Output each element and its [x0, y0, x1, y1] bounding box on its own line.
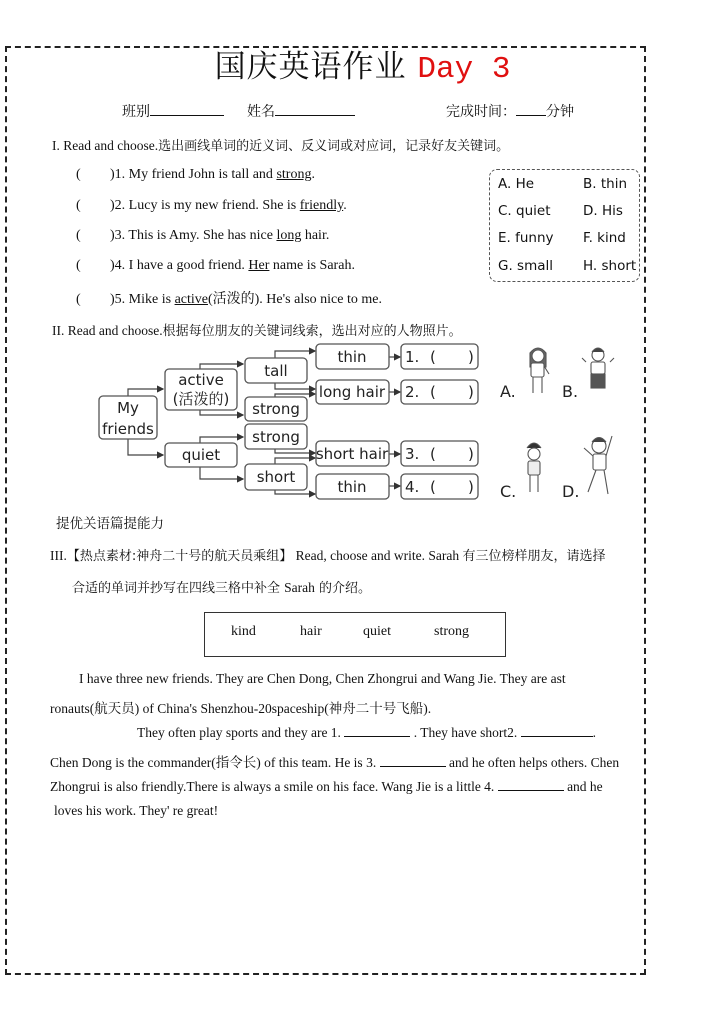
- picture-label-c: C.: [500, 482, 517, 501]
- section2-heading-en: II. Read and choose.: [52, 323, 163, 338]
- title-day: Day 3: [417, 52, 511, 87]
- passage-text: . They have short2.: [410, 725, 521, 740]
- question-number: )3.: [110, 228, 129, 243]
- node-quiet-text: quiet: [181, 446, 221, 464]
- answer-num-4: 4.: [405, 478, 420, 496]
- blank-4[interactable]: [498, 778, 564, 791]
- passage-text: and he: [563, 779, 603, 794]
- section3-instruction: Read, choose and write. Sarah: [292, 548, 463, 563]
- section3-line2-cn: 合适的单词并抄写在四线三格中补全: [72, 581, 285, 596]
- passage-line-6: loves his work. They' re great!: [54, 803, 219, 818]
- node-longhair-text: long hair: [318, 383, 386, 401]
- node-tall-text: tall: [264, 362, 288, 380]
- word-strong: strong: [434, 624, 469, 639]
- answer-paren[interactable]: (: [76, 228, 81, 243]
- node-shorthair-text: short hair: [315, 445, 389, 463]
- boy-active-picture: [584, 436, 612, 494]
- passage-text: .: [592, 725, 597, 740]
- arrow-active-strong: [200, 410, 243, 415]
- node-root-line2: friends: [102, 420, 154, 438]
- passage-text: Chen Dong is the commander(指令长) of this team. He is 3.: [50, 755, 380, 770]
- passage-text: They often play sports and they are 1.: [137, 725, 345, 740]
- arrow-active-tall: [200, 364, 243, 369]
- answer-paren[interactable]: (: [76, 258, 81, 273]
- option-h: H. short: [583, 258, 637, 274]
- node-thin1-text: thin: [337, 348, 367, 366]
- section3-instruction-cn: 有三位榜样朋友，请选择: [462, 549, 606, 564]
- option-f: F. kind: [583, 230, 626, 246]
- picture-label-b: B.: [562, 382, 579, 401]
- answer-num-2: 2.: [405, 383, 420, 401]
- question-number: )4.: [110, 258, 129, 273]
- answer-num-3: 3.: [405, 445, 420, 463]
- word-bank: [204, 612, 506, 657]
- option-c: C. quiet: [498, 203, 551, 219]
- answer-paren-close: ): [468, 383, 474, 401]
- picture-label-a: A.: [500, 382, 516, 401]
- question-number: )1.: [110, 167, 129, 182]
- question-text-end: hair.: [301, 228, 330, 243]
- answer-paren-close: ): [468, 348, 474, 366]
- passage-line-5: [50, 778, 603, 795]
- underlined-word: strong: [276, 167, 312, 182]
- section3-line2-name: Sarah: [284, 580, 315, 595]
- time-label: 完成时间：: [446, 104, 516, 120]
- question-number: )5.: [110, 292, 129, 307]
- blank-3[interactable]: [380, 754, 446, 767]
- answer-paren-open: (: [430, 478, 436, 496]
- passage-line-4: [50, 751, 619, 771]
- picture-label-d: D.: [562, 482, 580, 501]
- question-number: )2.: [110, 198, 129, 213]
- section3-heading-line1: [50, 545, 605, 564]
- answer-paren-open: (: [430, 383, 436, 401]
- answer-paren[interactable]: (: [76, 198, 81, 213]
- passage-line-2: ronauts(航天员) of China's Shenzhou-20spaceship(神舟二十号飞船).: [50, 701, 432, 716]
- boy-strong-picture: [582, 348, 614, 388]
- question-text: My friend John is tall and: [128, 167, 277, 182]
- section3-line2-end: 的介绍。: [314, 581, 372, 596]
- arrow-tall-longhair: [275, 383, 315, 389]
- section1-heading-cn: 选出画线单词的近义词、反义词或对应词，记录好友关键词。: [158, 139, 510, 154]
- option-d: D. His: [583, 203, 623, 219]
- underlined-word: Her: [248, 258, 270, 273]
- answer-num-1: 1.: [405, 348, 420, 366]
- underlined-word: active: [174, 292, 208, 307]
- section3-heading-line2: [72, 577, 371, 596]
- arrow-quiet-short: [200, 467, 243, 479]
- question-text: Mike is: [128, 292, 175, 307]
- arrow-short-shorthair: [275, 458, 315, 464]
- question-text-end: .: [343, 198, 347, 213]
- answer-paren[interactable]: (: [76, 167, 81, 182]
- class-label: 班别: [122, 104, 150, 120]
- node-active-cn: (活泼的): [172, 390, 230, 408]
- girl-long-hair-picture: [530, 348, 549, 393]
- question-text: I have a good friend.: [128, 258, 249, 273]
- section3-number: III.: [50, 548, 67, 563]
- question-text: Lucy is my new friend. She is: [128, 198, 300, 213]
- answer-paren-open: (: [430, 348, 436, 366]
- name-label: 姓名: [247, 104, 275, 120]
- node-strong2-text: strong: [252, 428, 300, 446]
- passage-text: and he often helps others. Chen: [445, 755, 620, 770]
- answer-paren-close: ): [468, 478, 474, 496]
- arrow-tall-thin: [275, 351, 315, 358]
- blank-2[interactable]: [521, 724, 593, 737]
- node-strong1-text: strong: [252, 400, 300, 418]
- subtitle: 提优关语篇提能力: [56, 516, 164, 532]
- question-text-end: name is Sarah.: [269, 258, 355, 273]
- option-b: B. thin: [583, 176, 628, 192]
- passage-line-1: I have three new friends. They are Chen Dong, Chen Zhongrui and Wang Jie. They are ast: [79, 671, 566, 686]
- option-a: A. He: [498, 176, 535, 192]
- node-thin2-text: thin: [337, 478, 367, 496]
- arrow-root-quiet: [128, 439, 163, 455]
- node-short-text: short: [256, 468, 296, 486]
- question-text-end: (活泼的). He's also nice to me.: [207, 292, 382, 307]
- blank-1[interactable]: [344, 724, 410, 737]
- answer-paren-open: (: [430, 445, 436, 463]
- word-quiet: quiet: [363, 624, 391, 639]
- arrow-root-active: [128, 389, 163, 396]
- word-kind: kind: [231, 624, 256, 639]
- title-chinese: 国庆英语作业: [214, 49, 407, 85]
- answer-paren-close: ): [468, 445, 474, 463]
- section2-heading-cn: 根据每位朋友的关键词线索，选出对应的人物照片。: [162, 324, 462, 339]
- node-active-text: active: [178, 371, 224, 389]
- boy-thin-picture: [527, 443, 541, 492]
- arrow-quiet-strong: [200, 437, 243, 443]
- answer-paren[interactable]: (: [76, 292, 81, 307]
- passage-line-3: [137, 724, 596, 741]
- section3-topic: 【热点素材:神舟二十号的航天员乘组】: [66, 549, 293, 564]
- node-root-line1: My: [117, 399, 139, 417]
- option-g: G. small: [498, 258, 554, 274]
- underlined-word: long: [276, 228, 302, 243]
- section1-heading-en: I. Read and choose.: [52, 138, 159, 153]
- time-unit: 分钟: [546, 104, 574, 120]
- question-text-end: .: [311, 167, 315, 182]
- passage-text: Zhongrui is also friendly.There is always a smile on his face. Wang Jie is a little 4.: [50, 779, 498, 794]
- word-hair: hair: [300, 624, 322, 639]
- underlined-word: friendly: [299, 198, 344, 213]
- option-e: E. funny: [498, 230, 554, 246]
- question-text: This is Amy. She has nice: [128, 228, 277, 243]
